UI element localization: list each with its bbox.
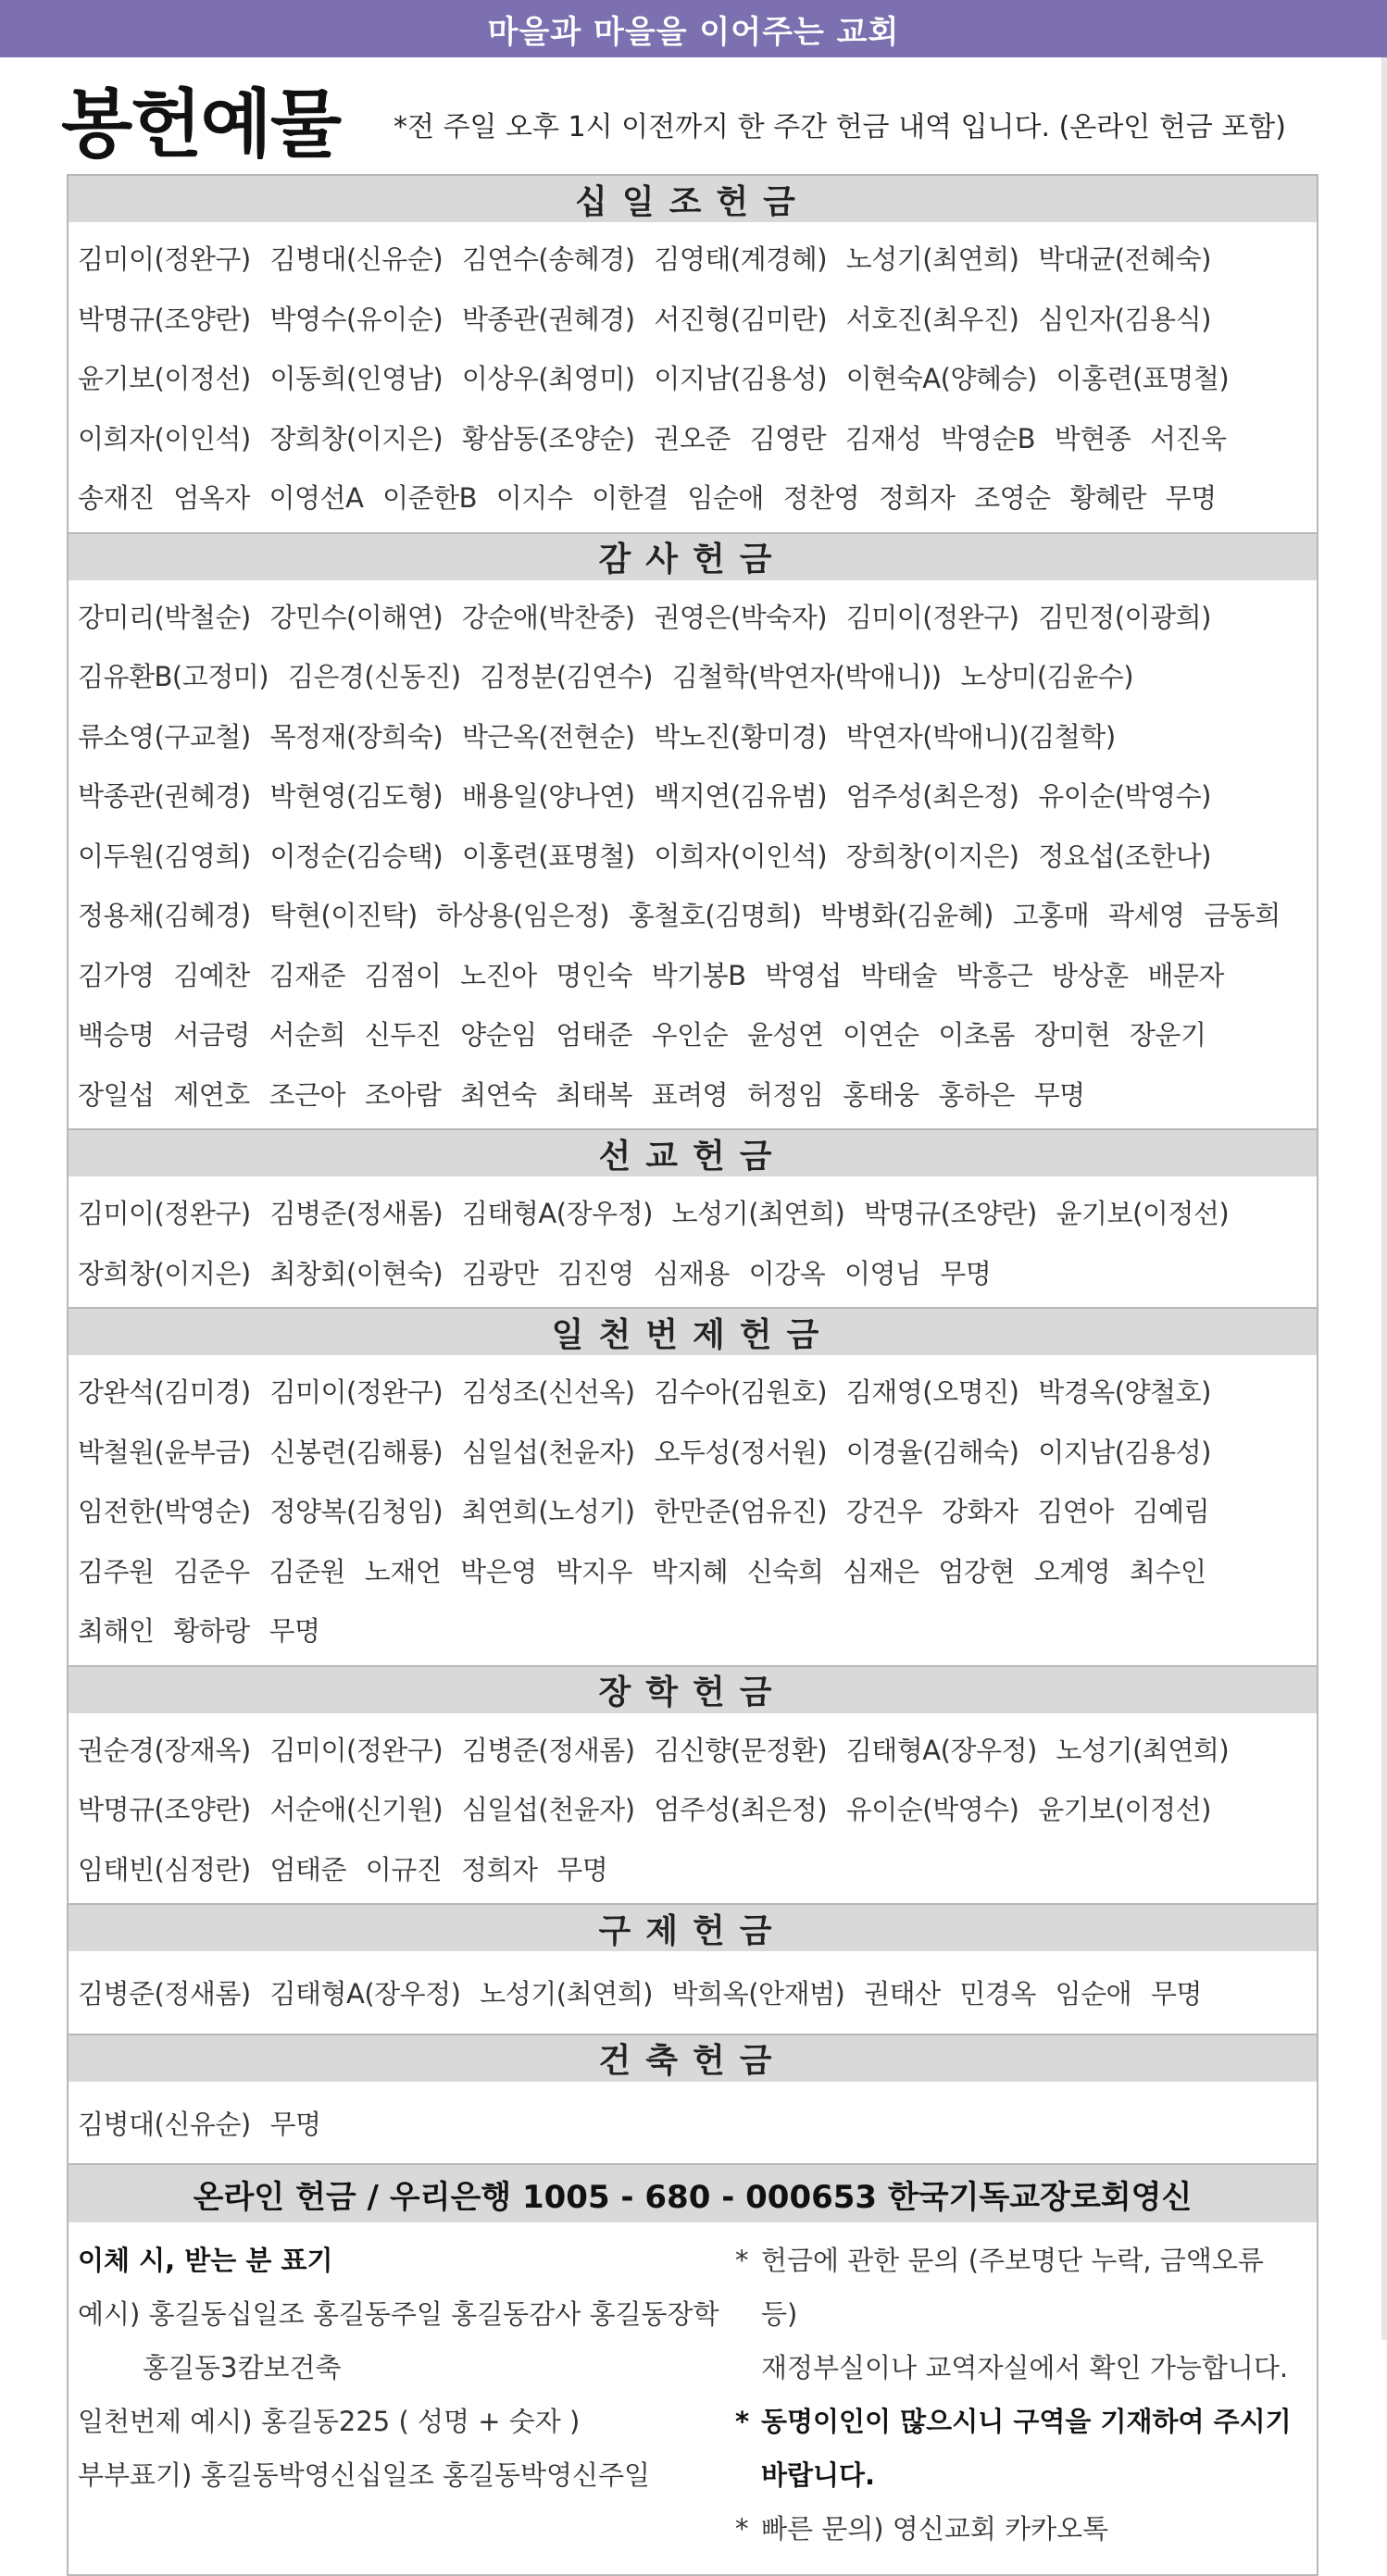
donor-name: 엄주성(최은정) xyxy=(845,780,1019,812)
donor-name: 무명 xyxy=(269,1615,320,1647)
donor-name: 이현숙A(양혜승) xyxy=(845,363,1037,394)
donor-name: 김미이(정완구) xyxy=(845,601,1019,633)
donor-name: 노성기(최연희) xyxy=(1056,1734,1230,1766)
donor-name: 이희자(이인석) xyxy=(78,422,251,454)
donor-name: 박경옥(양철호) xyxy=(1038,1376,1211,1408)
donor-name: 박명규(조양란) xyxy=(78,1794,251,1825)
donor-name: 김재성 xyxy=(844,422,922,454)
donor-name: 최태복 xyxy=(556,1078,632,1111)
donor-name: 신봉련(김해룡) xyxy=(269,1436,444,1468)
donor-name: 최수인 xyxy=(1129,1555,1206,1587)
donor-name: 하상용(임은정) xyxy=(436,900,610,931)
donor-name: 명인숙 xyxy=(556,959,632,991)
donor-name: 김가영 xyxy=(78,959,155,991)
donor-name: 김주원 xyxy=(78,1555,155,1587)
donor-name: 정용채(김혜경) xyxy=(78,900,251,931)
donor-name: 표려영 xyxy=(651,1078,729,1111)
online-offering-header: 온라인 헌금 / 우리은행 1005 - 680 - 000653 한국기독교장로회영신 xyxy=(69,2163,1317,2222)
donor-name: 김태형A(장우정) xyxy=(461,1198,653,1229)
page-edge-strip xyxy=(1381,57,1387,2340)
donor-name: 서진형(김미란) xyxy=(654,303,828,335)
donor-name: 김진영 xyxy=(557,1257,634,1289)
donor-name: 김은경(신동진) xyxy=(287,661,461,692)
donor-name: 박노진(황미경) xyxy=(654,720,828,753)
same-name-note-cont: 바랍니다. xyxy=(761,2459,876,2491)
donor-name: 방상훈 xyxy=(1052,959,1129,991)
donor-name: 서진욱 xyxy=(1150,422,1227,454)
donor-name: 강화자 xyxy=(942,1496,1018,1527)
donor-name: 이강옥 xyxy=(748,1257,826,1289)
donor-list xyxy=(69,1355,1317,1665)
donor-name: 박영순B xyxy=(941,422,1036,454)
donor-name: 노재언 xyxy=(364,1555,442,1587)
donor-name: 박근옥(전현순) xyxy=(461,720,635,753)
donor-name: 이지남(김용성) xyxy=(1038,1436,1211,1468)
section-title: 감사헌금 xyxy=(69,532,1317,580)
banner-text: 마을과 마을을 이어주는 교회 xyxy=(487,13,900,51)
donor-name: 이희자(이인석) xyxy=(654,840,828,872)
donor-name: 김준우 xyxy=(173,1555,250,1587)
donor-name: 김철학(박연자(박애니)) xyxy=(671,661,942,692)
donor-name: 유이순(박영수) xyxy=(845,1794,1019,1825)
donor-name: 이지수 xyxy=(495,482,573,514)
donor-name: 류소영(구교철) xyxy=(78,720,251,753)
donor-name: 목정재(장희숙) xyxy=(269,720,444,753)
donor-name: 김영태(계경혜) xyxy=(654,243,828,275)
donor-name: 이경율(김해숙) xyxy=(845,1436,1019,1468)
donor-name: 이홍련(표명철) xyxy=(1056,363,1230,394)
donor-name: 유이순(박영수) xyxy=(1038,780,1211,812)
donor-name: 박명규(조양란) xyxy=(864,1198,1037,1229)
donor-list xyxy=(69,1176,1317,1307)
couple-example: 부부표기) 홍길동박영신십일조 홍길동박영신주일 xyxy=(78,2459,651,2491)
donor-name: 김광만 xyxy=(461,1257,539,1289)
donor-name: 박대균(전혜숙) xyxy=(1038,243,1211,275)
donor-list xyxy=(69,2082,1317,2164)
donor-name: 신두진 xyxy=(364,1019,442,1051)
donor-name: 무명 xyxy=(1165,482,1217,514)
donor-name: 엄태준 xyxy=(269,1853,346,1885)
donor-name: 조영순 xyxy=(974,482,1051,514)
donor-name: 이홍련(표명철) xyxy=(461,840,635,872)
inquiry-notes xyxy=(735,2234,1307,2556)
donor-name: 심일섭(천윤자) xyxy=(461,1794,635,1825)
donor-name: 정희자 xyxy=(878,482,956,514)
donor-name: 송재진 xyxy=(78,482,155,514)
donor-name: 김태형A(장우정) xyxy=(845,1734,1037,1766)
donor-name: 김미이(정완구) xyxy=(78,243,251,275)
donor-name: 김정분(김연수) xyxy=(480,661,653,692)
donor-name: 장희창(이지은) xyxy=(269,422,444,454)
donor-name: 박명규(조양란) xyxy=(78,303,251,335)
donor-name: 양순임 xyxy=(460,1019,537,1051)
donor-name: 홍철호(김명희) xyxy=(628,900,802,931)
kakao-note-text: 빠른 문의) 영신교회 카카오톡 xyxy=(761,2513,1109,2545)
donor-name: 무명 xyxy=(940,1257,992,1289)
donor-name: 김연수(송혜경) xyxy=(461,243,635,275)
donor-name: 이초롬 xyxy=(938,1019,1015,1051)
inquiry-note-cont: 재정부실이나 교역자실에서 확인 가능합니다. xyxy=(761,2352,1289,2383)
donor-name: 서순희 xyxy=(269,1019,346,1051)
donor-name: 민경옥 xyxy=(959,1978,1036,2010)
donor-name: 박현영(김도형) xyxy=(269,780,444,812)
section-title: 장학헌금 xyxy=(69,1665,1317,1713)
donor-name: 임순애 xyxy=(1055,1978,1132,2010)
donor-name: 박연자(박애니)(김철학) xyxy=(845,720,1116,753)
donor-name: 장희창(이지은) xyxy=(845,840,1019,872)
donor-name: 박현종 xyxy=(1054,422,1131,454)
donor-name: 조근아 xyxy=(269,1078,346,1111)
donor-name: 오계영 xyxy=(1033,1555,1111,1587)
donor-name: 김영란 xyxy=(749,422,827,454)
donor-name: 김태형A(장우정) xyxy=(269,1978,461,2010)
donor-name: 정찬영 xyxy=(782,482,860,514)
donor-name: 황혜란 xyxy=(1069,482,1146,514)
donor-name: 노성기(최연희) xyxy=(480,1978,653,2010)
donor-name: 강미리(박철순) xyxy=(78,601,251,633)
donor-name: 조아람 xyxy=(364,1078,442,1111)
donor-name: 정요섭(조한나) xyxy=(1038,840,1211,872)
donor-name: 제연호 xyxy=(173,1078,250,1111)
donor-list xyxy=(69,1951,1317,2034)
donor-name: 권영은(박숙자) xyxy=(654,601,828,633)
donor-name: 윤성연 xyxy=(746,1019,824,1051)
bullet-star: * xyxy=(735,2406,750,2437)
donor-name: 홍하은 xyxy=(938,1078,1015,1111)
donor-name: 김점이 xyxy=(364,959,442,991)
donor-name: 김미이(정완구) xyxy=(269,1376,444,1408)
donor-name: 윤기보(이정선) xyxy=(1056,1198,1230,1229)
donor-name: 무명 xyxy=(1033,1078,1085,1111)
donor-name: 우인순 xyxy=(651,1019,729,1051)
donor-name: 황하랑 xyxy=(173,1615,250,1647)
section-title: 건축헌금 xyxy=(69,2034,1317,2082)
donor-name: 윤기보(이정선) xyxy=(78,363,251,394)
donor-name: 김미이(정완구) xyxy=(269,1734,444,1766)
donor-name: 심재용 xyxy=(653,1257,730,1289)
church-banner xyxy=(0,0,1387,57)
donor-name: 오두성(정서원) xyxy=(654,1436,828,1468)
donor-name: 김미이(정완구) xyxy=(78,1198,251,1229)
donor-name: 박흥근 xyxy=(956,959,1033,991)
donor-name: 노성기(최연희) xyxy=(845,243,1019,275)
transfer-example: 예시) 홍길동십일조 홍길동주일 홍길동감사 홍길동장학 xyxy=(78,2298,719,2330)
donor-name: 임전한(박영순) xyxy=(78,1496,251,1527)
donor-name: 김병준(정새롬) xyxy=(269,1198,444,1229)
donor-name: 탁현(이진탁) xyxy=(269,900,418,931)
donor-name: 배문자 xyxy=(1147,959,1224,991)
donor-name: 황삼동(조양순) xyxy=(461,422,635,454)
donor-list xyxy=(69,1713,1317,1904)
donor-name: 김신향(문정환) xyxy=(654,1734,828,1766)
donor-name: 최창회(이현숙) xyxy=(269,1257,444,1289)
donor-name: 장운기 xyxy=(1129,1019,1206,1051)
donor-name: 박은영 xyxy=(460,1555,537,1587)
donor-name: 김병준(정새롬) xyxy=(461,1734,635,1766)
offering-sections xyxy=(69,176,1317,2163)
donor-name: 박기봉B xyxy=(651,959,746,991)
donor-name: 이영선A xyxy=(269,482,364,514)
donor-name: 윤기보(이정선) xyxy=(1038,1794,1211,1825)
donor-name: 서순애(신기원) xyxy=(269,1794,444,1825)
donor-name: 권순경(장재옥) xyxy=(78,1734,251,1766)
donor-name: 이규진 xyxy=(365,1853,443,1885)
donor-name: 고홍매 xyxy=(1012,900,1090,931)
donor-name: 최해인 xyxy=(78,1615,155,1647)
donor-name: 정양복(김청임) xyxy=(269,1496,444,1527)
donor-name: 노진아 xyxy=(460,959,537,991)
donor-name: 곽세영 xyxy=(1107,900,1185,931)
donor-name: 서호진(최우진) xyxy=(845,303,1019,335)
donor-name: 노성기(최연희) xyxy=(671,1198,845,1229)
donor-name: 심일섭(천윤자) xyxy=(461,1436,635,1468)
donor-name: 무명 xyxy=(269,2108,321,2140)
donor-name: 김재영(오명진) xyxy=(845,1376,1019,1408)
donor-name: 김성조(신선옥) xyxy=(461,1376,635,1408)
donor-name: 강건우 xyxy=(845,1496,923,1527)
section-title: 일천번제헌금 xyxy=(69,1307,1317,1355)
donor-name: 박지혜 xyxy=(651,1555,729,1587)
bullet-star: * xyxy=(735,2513,749,2545)
transfer-heading: 이체 시, 받는 분 표기 xyxy=(78,2245,333,2276)
bullet-star: * xyxy=(735,2245,749,2276)
donor-name: 심인자(김용식) xyxy=(1038,303,1211,335)
same-name-note-text: 동명이인이 많으시니 구역을 기재하여 주시기 xyxy=(761,2406,1292,2437)
donor-name: 김예찬 xyxy=(173,959,250,991)
donor-name: 김연아 xyxy=(1037,1496,1114,1527)
donor-name: 서금령 xyxy=(173,1019,250,1051)
donor-name: 홍태웅 xyxy=(843,1078,919,1111)
period-note: *전 주일 오후 1시 이전까지 한 주간 헌금 내역 입니다. (온라인 헌금 포함) xyxy=(394,111,1286,143)
donor-name: 박영섭 xyxy=(765,959,842,991)
kakao-note xyxy=(735,2502,1307,2556)
transfer-instructions xyxy=(78,2234,735,2556)
section-title: 구제헌금 xyxy=(69,1903,1317,1951)
donor-name: 박태술 xyxy=(860,959,938,991)
donor-name: 장희창(이지은) xyxy=(78,1257,251,1289)
donor-name: 한만준(엄유진) xyxy=(654,1496,828,1527)
inquiry-note xyxy=(735,2234,1307,2341)
donor-name: 노상미(김윤수) xyxy=(960,661,1134,692)
donor-name: 임태빈(심정란) xyxy=(78,1853,251,1885)
donor-name: 김병대(신유순) xyxy=(269,243,444,275)
donor-name: 백승명 xyxy=(78,1019,155,1051)
donor-name: 권태산 xyxy=(864,1978,941,2010)
donor-name: 장미현 xyxy=(1033,1019,1111,1051)
donor-name: 이상우(최영미) xyxy=(461,363,635,394)
donor-name: 엄옥자 xyxy=(173,482,250,514)
donor-name: 박희옥(안재범) xyxy=(671,1978,845,2010)
donor-name: 배용일(양나연) xyxy=(461,780,635,812)
donor-name: 박병화(김윤혜) xyxy=(820,900,993,931)
donor-name: 최연숙 xyxy=(460,1078,537,1111)
donor-name: 박영수(유이순) xyxy=(269,303,444,335)
donor-name: 강민수(이해연) xyxy=(269,601,444,633)
donor-name: 이영님 xyxy=(843,1257,921,1289)
donor-name: 신숙희 xyxy=(746,1555,824,1587)
donor-name: 이연순 xyxy=(843,1019,919,1051)
donor-name: 최연희(노성기) xyxy=(461,1496,635,1527)
donor-name: 무명 xyxy=(556,1853,608,1885)
donor-list xyxy=(69,580,1317,1129)
donor-name: 금동희 xyxy=(1204,900,1281,931)
donor-name: 이두원(김영희) xyxy=(78,840,251,872)
donor-name: 백지연(김유범) xyxy=(654,780,828,812)
donor-name: 강완석(김미경) xyxy=(78,1376,251,1408)
online-offering-info xyxy=(69,2222,1317,2574)
donor-name: 박종관(권혜경) xyxy=(78,780,251,812)
donor-name: 이지남(김용성) xyxy=(654,363,828,394)
donor-list xyxy=(69,222,1317,532)
donor-name: 권오준 xyxy=(654,422,731,454)
donor-name: 이정순(김승택) xyxy=(269,840,444,872)
donor-name: 김유환B(고정미) xyxy=(78,661,269,692)
donor-name: 김병준(정새롬) xyxy=(78,1978,251,2010)
donor-name: 김예림 xyxy=(1132,1496,1210,1527)
offering-board xyxy=(67,174,1318,2576)
donor-name: 엄강현 xyxy=(938,1555,1015,1587)
donor-name: 임순애 xyxy=(687,482,764,514)
transfer-example-cont: 홍길동3캄보건축 xyxy=(143,2352,342,2383)
inquiry-note-text: 헌금에 관한 문의 (주보명단 누락, 금액오류 등) xyxy=(761,2245,1264,2330)
donor-name: 김민정(이광희) xyxy=(1038,601,1211,633)
donor-name: 김수아(김원호) xyxy=(654,1376,828,1408)
donor-name: 무명 xyxy=(1150,1978,1202,2010)
donor-name: 심재은 xyxy=(843,1555,919,1587)
donor-name: 허정임 xyxy=(746,1078,824,1111)
donor-name: 박종관(권혜경) xyxy=(461,303,635,335)
donor-name: 박지우 xyxy=(556,1555,632,1587)
donor-name: 김병대(신유순) xyxy=(78,2108,251,2140)
section-title: 선교헌금 xyxy=(69,1128,1317,1176)
donor-name: 엄주성(최은정) xyxy=(654,1794,828,1825)
donor-name: 김준원 xyxy=(269,1555,346,1587)
donor-name: 엄태준 xyxy=(556,1019,632,1051)
donor-name: 강순애(박찬중) xyxy=(461,601,635,633)
donor-name: 정희자 xyxy=(460,1853,538,1885)
donor-name: 이동희(인영남) xyxy=(269,363,444,394)
donor-name: 이한결 xyxy=(592,482,669,514)
donor-name: 박철원(윤부금) xyxy=(78,1436,251,1468)
section-title: 십일조헌금 xyxy=(69,176,1317,222)
same-name-note xyxy=(735,2395,1307,2448)
donor-name: 장일섭 xyxy=(78,1078,155,1111)
thousand-offering-example: 일천번제 예시) 홍길동225 ( 성명 + 숫자 ) xyxy=(78,2406,581,2437)
donor-name: 김재준 xyxy=(269,959,346,991)
page-title: 봉헌예물 xyxy=(61,81,341,168)
donor-name: 이준한B xyxy=(382,482,478,514)
